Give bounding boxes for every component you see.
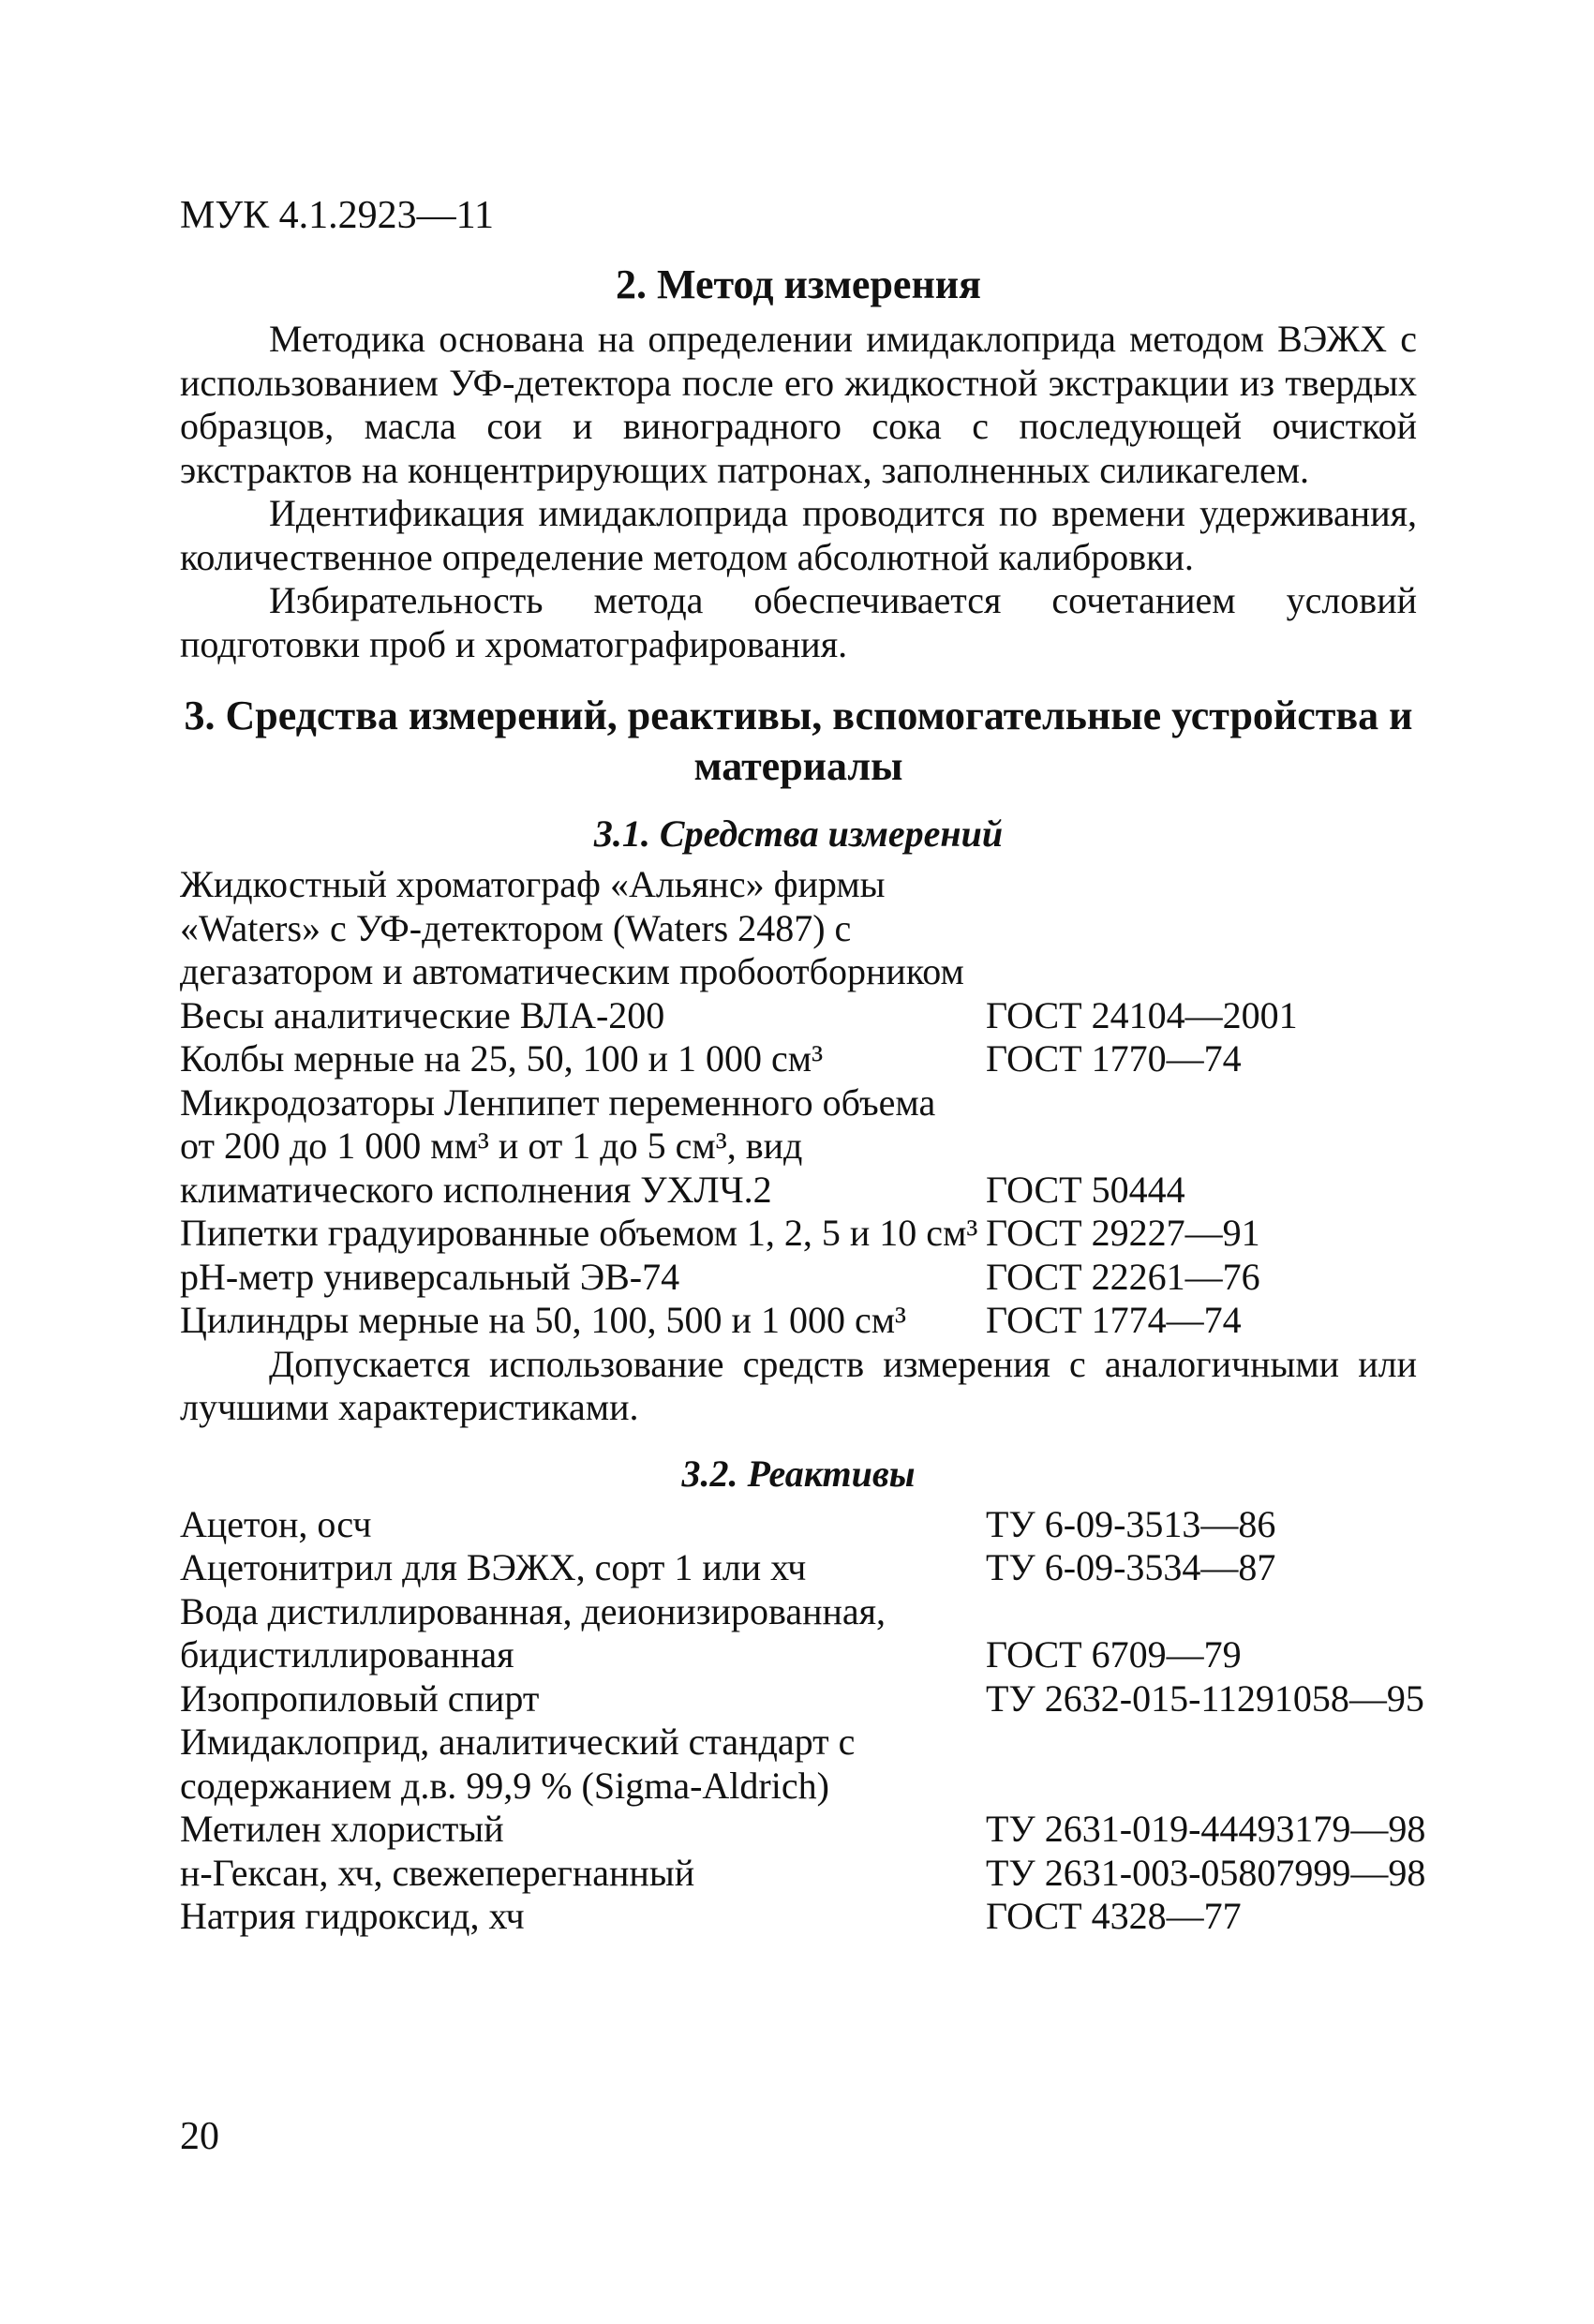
item-standard: ГОСТ 22261—76 [986,1255,1260,1298]
document-page [180,192,1426,1939]
list-item [180,1546,1417,1590]
item-name: Жидкостный хроматограф «Альянс» фирмы «Waters» с УФ-детектором (Waters 2487) с дегазатором и автоматическим пробоотборником [180,863,964,992]
item-standard: ТУ 2631-003-05807999—98 [986,1851,1426,1894]
item-standard: ТУ 6-09-3534—87 [986,1546,1276,1588]
item-name: Весы аналитические ВЛА-200 [180,993,665,1036]
subsection-3-2-title: 3.2. Реактивы [681,1452,916,1495]
item-name: Ацетон, осч [180,1502,372,1545]
reagents-list [180,1502,1426,1939]
item-standard: ТУ 2632-015-11291058—95 [986,1676,1424,1720]
list-item [180,1212,1417,1256]
item-name: pH-метр универсальный ЭВ-74 [180,1255,680,1298]
item-standard [986,863,1417,994]
subsection-3-1-title: 3.1. Средства измерений [593,812,1004,855]
measuring-instruments-list [180,863,1417,1343]
list-item [180,1676,1424,1721]
item-name: Натрия гидроксид, хч [180,1895,525,1937]
item-name: Имидаклоприд, аналитический стандарт с содержанием д.в. 99,9 % (Sigma-Aldrich) [180,1721,856,1807]
list-item [180,863,1417,994]
section-2-paragraph: Идентификация имидаклоприда проводится по времени удерживания, количественное определение методом абсолютной калибровки. [180,492,1417,578]
item-standard: ТУ 2631-019-44493179—98 [986,1808,1426,1850]
item-standard [986,1721,1417,1808]
list-item [180,1256,1417,1300]
item-name: Ацетонитрил для ВЭЖХ, сорт 1 или хч [180,1546,807,1588]
list-item [180,1299,1417,1343]
list-item [180,1851,1426,1896]
list-item [180,1721,1417,1808]
section-2-title: 2. Метод измерения [616,261,981,307]
item-standard: ГОСТ 29227—91 [986,1212,1260,1254]
item-standard: ГОСТ 1770—74 [986,1037,1242,1080]
item-name: Вода дистиллированная, деионизированная, бидистиллированная [180,1589,886,1676]
item-standard: ГОСТ 24104—2001 [986,993,1298,1036]
page-number: 20 [180,2115,219,2158]
item-name: Метилен хлористый [180,1808,504,1850]
item-standard: ГОСТ 4328—77 [986,1895,1242,1937]
instruments-note: Допускается использование средств измерения с аналогичными или лучшими характеристиками. [180,1342,1417,1428]
item-standard: ГОСТ 50444 [986,1168,1185,1211]
section-2-paragraph: Избирательность метода обеспечивается сочетанием условий подготовки проб и хроматографирования. [180,579,1417,665]
section-3-title: 3. Средства измерений, реактивы, вспомогательные устройства и материалы [184,693,1413,789]
list-item [180,1503,1417,1547]
item-name: Пипетки градуированные объемом 1, 2, 5 и 10 см³ [180,1212,978,1254]
section-2-paragraph: Методика основана на определении имидаклоприда методом ВЭЖХ с использованием УФ-детектора после его жидкостной экстракции из твердых образцов, масла сои и виноградного сока с последующей очисткой экстрактов на концентрирующих патронах, заполненных силикагелем. [180,318,1417,491]
list-item [180,1808,1426,1852]
item-standard: ГОСТ 1774—74 [986,1299,1242,1341]
item-standard: ГОСТ 6709—79 [986,1633,1242,1676]
list-item [180,994,1417,1038]
item-name: Цилиндры мерные на 50, 100, 500 и 1 000 см³ [180,1299,907,1341]
item-name: н-Гексан, хч, свежеперегнанный [180,1851,695,1894]
list-item [180,1081,1417,1213]
list-item [180,1037,1417,1081]
item-name: Изопропиловый спирт [180,1676,540,1720]
document-code: МУК 4.1.2923—11 [180,194,495,237]
item-standard: ТУ 6-09-3513—86 [986,1502,1276,1545]
item-name: Микродозаторы Ленпипет переменного объема от 200 до 1 000 мм³ и от 1 до 5 см³, вид климатического исполнения УХЛЧ.2 [180,1080,936,1211]
list-item [180,1895,1417,1939]
list-item [180,1590,1417,1677]
item-name: Колбы мерные на 25, 50, 100 и 1 000 см³ [180,1037,824,1080]
